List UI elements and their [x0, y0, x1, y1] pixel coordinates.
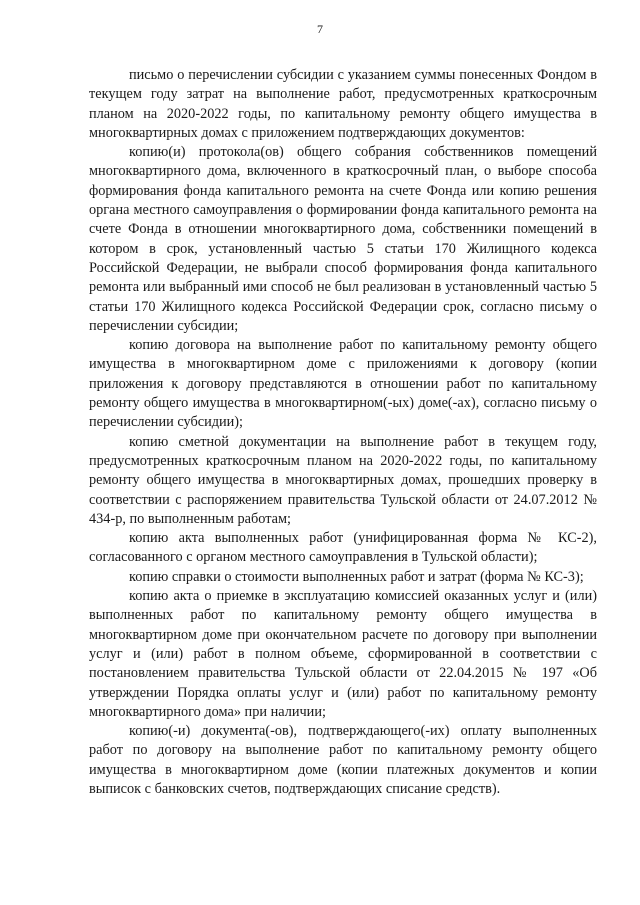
- document-body: [89, 66, 597, 799]
- paragraph-subsidy-letter: письмо о перечислении субсидии с указанием суммы понесенных Фондом в текущем году затрат на выполнение работ, предусмотренных краткосрочным планом на 2020-2022 годы, по капитальному ремонту общего имущества в многоквартирных домах с приложением подтверждающих документов:: [89, 67, 597, 141]
- paragraph-ks2-act: копию акта выполненных работ (унифицированная форма № КС-2), согласованного с органом местного самоуправления в Тульской области);: [89, 530, 597, 566]
- paragraph-ks3-certificate: копию справки о стоимости выполненных работ и затрат (форма № КС-3);: [129, 568, 584, 585]
- paragraph-payment-docs: копию(-и) документа(-ов), подтверждающего(-их) оплату выполненных работ по договору на выполнение работ по капитальному ремонту общего имущества в многоквартирном доме (копии платежных документов и копии выписок с банковских счетов, подтверждающих списание средств).: [89, 723, 597, 797]
- paragraph-estimate-docs: копию сметной документации на выполнение работ в текущем году, предусмотренных краткосрочным планом на 2020-2022 годы, по капитальному ремонту общего имущества в многоквартирных домах, прошедших проверку в соответствии с распоряжением правительства Тульской области от 24.07.2012 № 434-р, по выполненным работам;: [89, 433, 597, 527]
- paragraph-meeting-protocol: копию(и) протокола(ов) общего собрания собственников помещений многоквартирного дома, включенного в краткосрочный план, о выборе способа формирования фонда капитального ремонта на счете Фонда или копию решения органа местного самоуправления о формировании фонда капитального ремонта на счете Фонда в отношении многоквартирного дома, собственники помещений в котором в срок, установленный частью 5 статьи 170 Жилищного кодекса Российской Федерации, не выбрали способ формирования фонда капитального ремонта или выбранный ими способ не был реализован в установленный частью 5 статьи 170 Жилищного кодекса Российской Федерации срок, согласно письму о перечислении субсидии;: [89, 144, 597, 334]
- page-number: 7: [317, 22, 323, 36]
- paragraph-contract-copy: копию договора на выполнение работ по капитальному ремонту общего имущества в многоквартирном доме с приложениями к договору (копии приложения к договору представляются в отношении работ по капитальному ремонту общего имущества в многоквартирном(-ых) доме(-ах), согласно письму о перечислении субсидии);: [89, 337, 597, 431]
- paragraph-acceptance-act: копию акта о приемке в эксплуатацию комиссией оказанных услуг и (или) выполненных работ по капитальному ремонту общего имущества в многоквартирном доме при окончательном расчете по договору при выполнении услуг и (или) работ в полном объеме, сформированной в соответствии с постановлением правительства Тульской области от 22.04.2015 № 197 «Об утверждении Порядка оплаты услуг и (или) работ по капитальному ремонту многоквартирного дома» при наличии;: [89, 588, 597, 720]
